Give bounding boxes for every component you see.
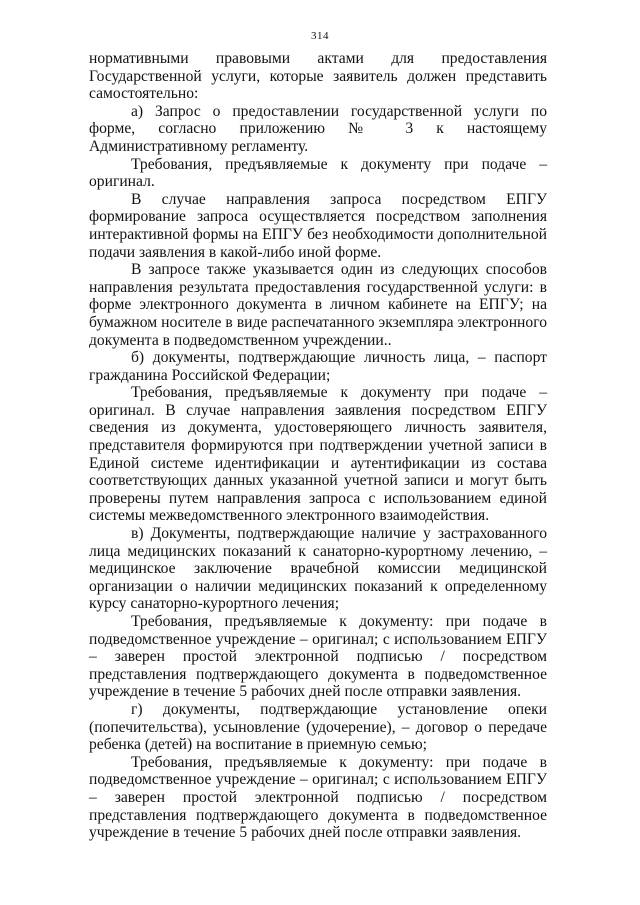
paragraph-epgu-request-form: В случае направления запроса посредством ЕПГУ формирование запроса осуществляется посредством заполнения интерактивной формы на ЕПГУ без необходимости дополнительной подачи заявления в какой-либо иной форме.: [89, 190, 547, 261]
paragraph-requirements-original: Требования, предъявляемые к документу при подаче – оригинал.: [89, 155, 547, 191]
paragraph-item-a-request: а) Запрос о предоставлении государственной услуги по форме, согласно приложению № 3 к настоящему Административному регламенту.: [89, 102, 547, 155]
page-number: 314: [311, 30, 329, 42]
paragraph-normative-acts-continuation: нормативными правовыми актами для предоставления Государственной услуги, которые заявитель должен представить самостоятельно:: [89, 50, 547, 103]
paragraph-result-delivery-method: В запросе также указывается один из следующих способов направления результата предоставления государственной услуги: в форме электронного документа в личном кабинете на ЕПГУ; на бумажном носителе в виде распечатанного экземпляра электронного документа в подведомственном учреждении..: [89, 261, 547, 349]
paragraph-item-c-medical-indications: в) Документы, подтверждающие наличие у застрахованного лица медицинских показаний к санаторно-курортному лечению, – медицинское заключение врачебной комиссии медицинской организации о наличии медицинских показаний к определенному курсу санаторно-курортного лечения;: [89, 525, 547, 613]
paragraph-identity-requirements: Требования, предъявляемые к документу при подаче – оригинал. В случае направления заявления посредством ЕПГУ сведения из документа, удостоверяющего личность заявителя, представителя формируются при подтверждении учетной записи в Единой системе идентификации и аутентификации из состава соответствующих данных указанной учетной записи и могут быть проверены путем направления запроса с использованием единой системы межведомственного электронного взаимодействия.: [89, 384, 547, 525]
paragraph-item-b-identity-documents: б) документы, подтверждающие личность лица, – паспорт гражданина Российской Федерации;: [89, 349, 547, 384]
paragraph-guardianship-requirements: Требования, предъявляемые к документу: при подаче в подведомственное учреждение – оригинал; с использованием ЕПГУ – заверен простой электронной подписью / посредством представления подтверждающего документа в подведомственное учреждение в течение 5 рабочих дней после отправки заявления.: [89, 753, 547, 842]
paragraph-item-d-guardianship-documents: г) документы, подтверждающие установление опеки (попечительства), усыновление (удочерение), – договор о передаче ребенка (детей) на воспитание в приемную семью;: [89, 700, 547, 754]
paragraph-medical-requirements: Требования, предъявляемые к документу: при подаче в подведомственное учреждение – оригинал; с использованием ЕПГУ – заверен простой электронной подписью / посредством представления подтверждающего документа в подведомственное учреждение в течение 5 рабочих дней после отправки заявления.: [89, 613, 547, 701]
document-body: [89, 50, 547, 842]
